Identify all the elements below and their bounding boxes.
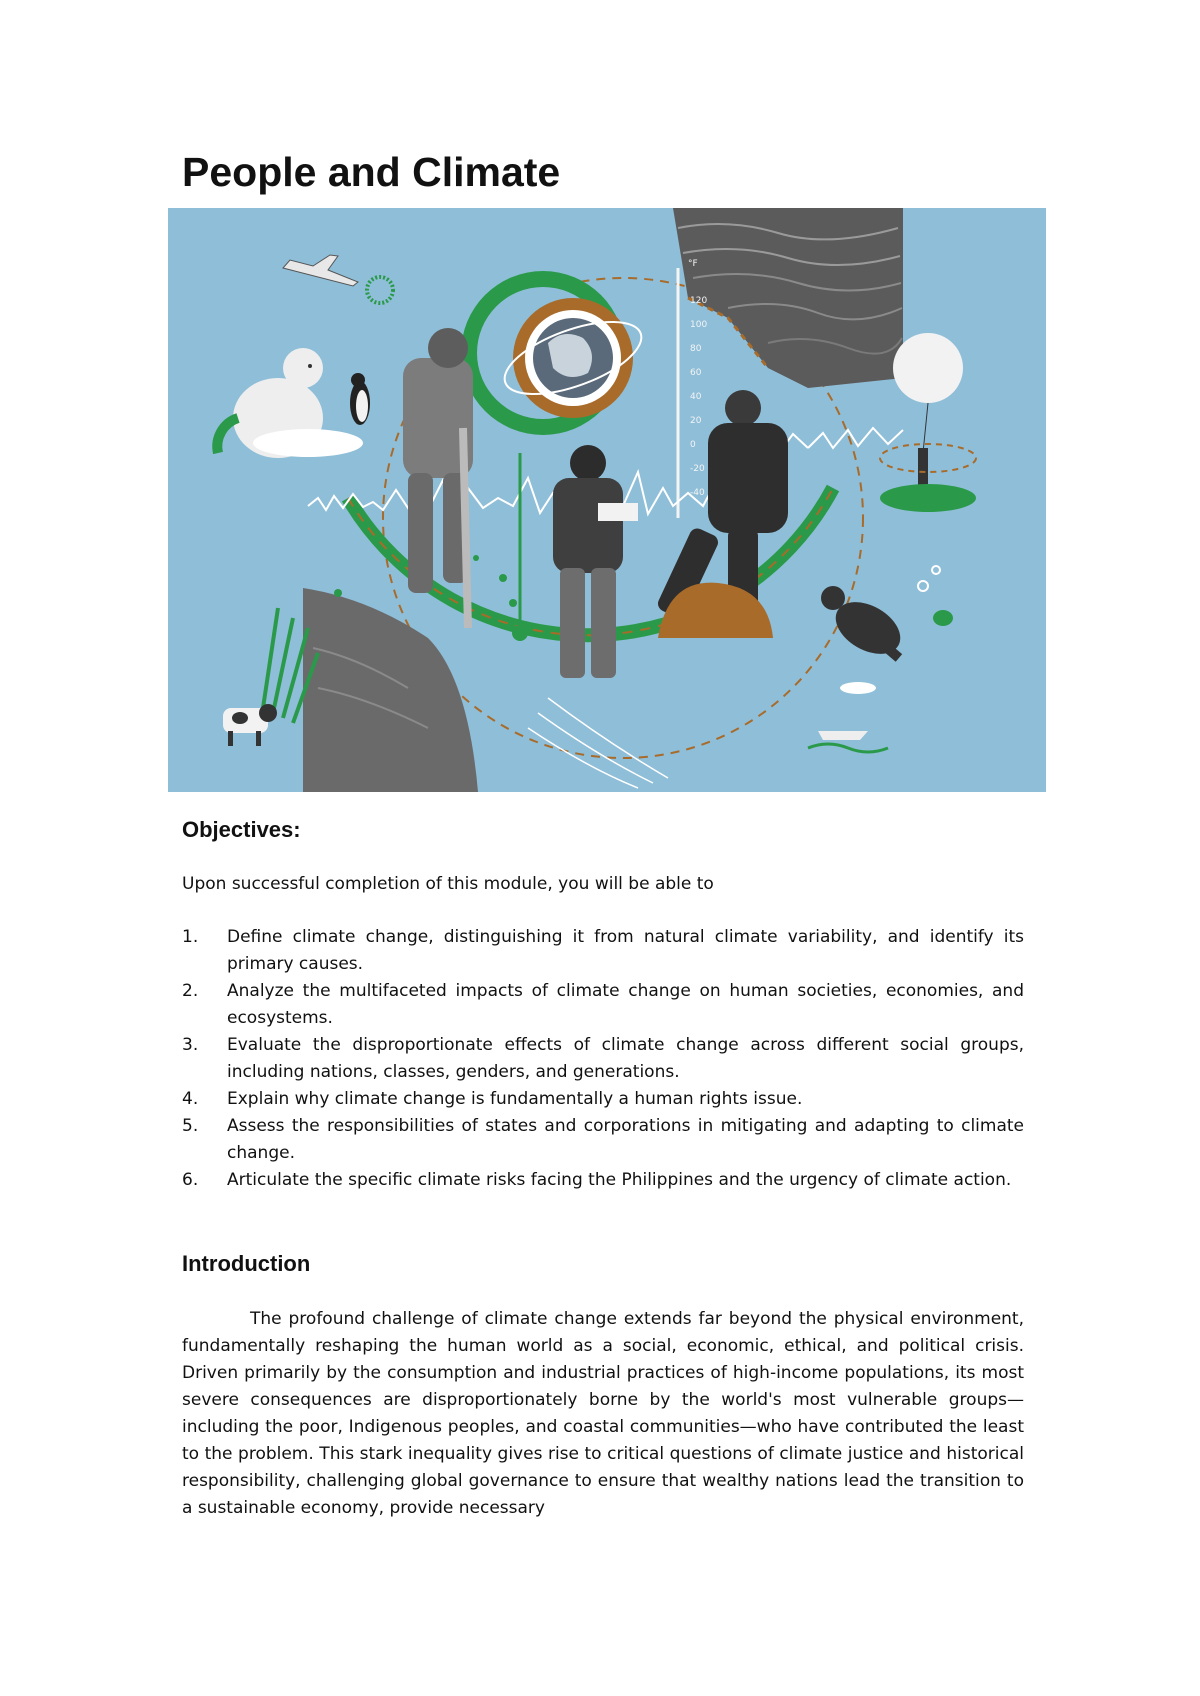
objective-text: Evaluate the disproportionate effects of climate change across different social groups, including nations, classes, genders, and generations. <box>227 1035 1024 1082</box>
objective-text: Articulate the specific climate risks facing the Philippines and the urgency of climate action. <box>227 1170 1012 1190</box>
svg-text:0: 0 <box>690 440 696 450</box>
boat-icon <box>818 731 868 740</box>
objective-number: 5. <box>182 1116 199 1136</box>
svg-text:60: 60 <box>690 368 702 378</box>
objectives-list <box>182 924 1024 1194</box>
objective-number: 1. <box>182 927 199 947</box>
fish-icon <box>840 682 876 694</box>
svg-text:120: 120 <box>690 296 708 306</box>
objective-text: Assess the responsibilities of states and corporations in mitigating and adapting to climate change. <box>227 1116 1024 1163</box>
objective-number: 3. <box>182 1035 199 1055</box>
page-title: People and Climate <box>182 149 561 195</box>
objectives-heading: Objectives: <box>182 817 301 842</box>
svg-text:-40: -40 <box>690 488 705 498</box>
objective-text: Define climate change, distinguishing it from natural climate variability, and identify its primary causes. <box>227 927 1024 974</box>
svg-text:°F: °F <box>688 259 698 269</box>
objective-text: Analyze the multifaceted impacts of climate change on human societies, economies, and ecosystems. <box>227 981 1024 1028</box>
objectives-lead-text: Upon successful completion of this module, you will be able to <box>182 874 714 894</box>
svg-text:20: 20 <box>690 416 702 426</box>
objective-item <box>182 1113 1024 1167</box>
svg-text:100: 100 <box>690 320 708 330</box>
introduction-heading: Introduction <box>182 1251 311 1276</box>
objective-text: Explain why climate change is fundamentally a human rights issue. <box>227 1089 803 1109</box>
objective-number: 2. <box>182 981 199 1001</box>
svg-text:80: 80 <box>690 344 702 354</box>
introduction-paragraph: The profound challenge of climate change extends far beyond the physical environment, fundamentally reshaping the human world as a social, economic, ethical, and political crisis. Driven primarily by the consumption and industrial practices of high-income populations, its most severe consequences are disproportionately borne by the world's most vulnerable groups—including the poor, Indigenous peoples, and coastal communities—who have contributed the least to the problem. This stark inequality gives rise to critical questions of climate justice and historical responsibility, challenging global governance to ensure that wealthy nations lead the transition to a sustainable economy, provide necessary <box>182 1309 1024 1518</box>
objective-item <box>182 1032 1024 1086</box>
objective-item <box>182 978 1024 1032</box>
objective-item <box>182 1086 1024 1113</box>
objective-number: 6. <box>182 1170 199 1190</box>
objective-number: 4. <box>182 1089 199 1109</box>
climate-collage-illustration <box>168 208 1046 792</box>
svg-text:40: 40 <box>690 392 702 402</box>
objective-item <box>182 924 1024 978</box>
objective-item <box>182 1167 1024 1194</box>
svg-text:-20: -20 <box>690 464 705 474</box>
